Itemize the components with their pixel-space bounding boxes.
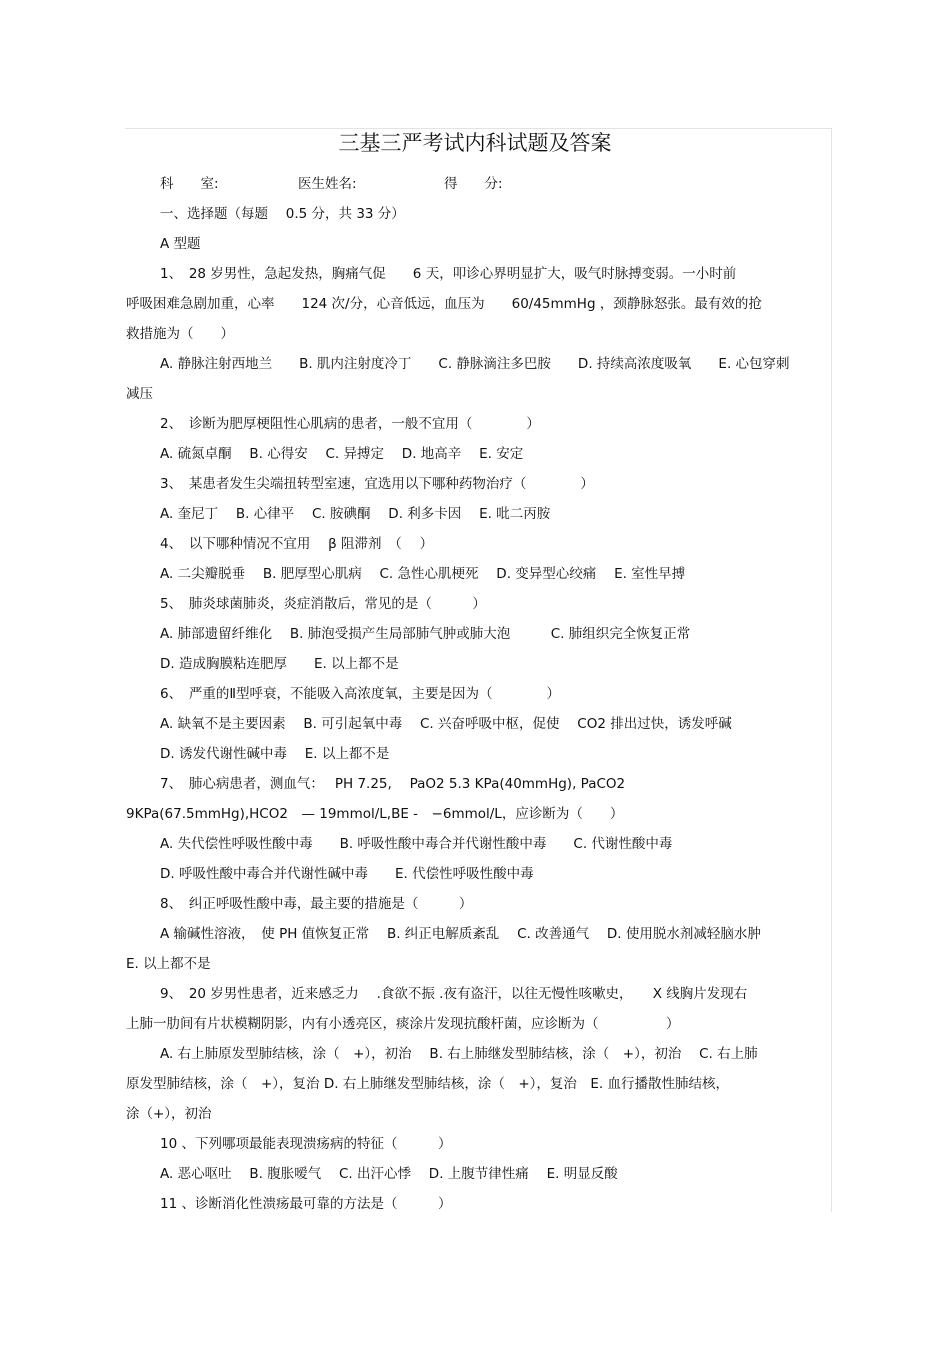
dept-label: 科 室: [160, 176, 219, 192]
type-heading: A 型题 [160, 236, 201, 252]
question-1-options: A. 静脉注射西地兰 B. 肌内注射度冷丁 C. 静脉滴注多巴胺 D. 持续高浓度吸氧 E. 心包穿刺 [160, 356, 790, 372]
doctor-label: 医生姓名: [298, 176, 357, 192]
question-3: 3、 某患者发生尖端扭转型室速，宜选用以下哪种药物治疗（ ） [160, 476, 594, 492]
question-6-options-cont: D. 诱发代谢性碱中毒 E. 以上都不是 [160, 746, 390, 762]
question-9-cont: 上肺一肋间有片状模糊阴影，内有小透亮区，痰涂片发现抗酸杆菌，应诊断为（ ） [126, 1016, 680, 1032]
question-9-options: A. 右上肺原发型肺结核，涂（ +），初治 B. 右上肺继发型肺结核，涂（ +），初治 C. 右上肺 [160, 1046, 758, 1062]
document-body [126, 169, 826, 1219]
question-8: 8、 纠正呼吸性酸中毒，最主要的措施是（ ） [160, 896, 473, 912]
question-8-options-cont: E. 以上都不是 [126, 956, 211, 972]
question-10: 10 、下列哪项最能表现溃疡病的特征（ ） [160, 1136, 452, 1152]
question-1-cont: 呼吸困难急剧加重，心率 124 次/分，心音低远，血压为 60/45mmHg ，颈静脉怒张。最有效的抢 [126, 296, 762, 312]
question-5-options-cont: D. 造成胸膜粘连肥厚 E. 以上都不是 [160, 656, 399, 672]
question-7: 7、 肺心病患者，测血气： PH 7.25, PaO2 5.3 KPa(40mmHg), PaCO2 [160, 776, 626, 792]
header-fields [126, 169, 826, 199]
document-title: 三基三严考试内科试题及答案 [338, 131, 612, 155]
question-1-cont: 救措施为（ ） [126, 326, 234, 342]
question-9-options-cont: 原发型肺结核，涂（ +），复治 D. 右上肺继发型肺结核，涂（ +），复治 E. 血行播散性肺结核， [126, 1076, 730, 1092]
question-7-cont: 9KPa(67.5mmHg),HCO2 — 19mmol/L,BE - −6mmol/L，应诊断为（ ） [126, 806, 624, 822]
question-9: 9、 20 岁男性患者，近来感乏力 .食欲不振 .夜有盗汗，以往无慢性咳嗽史， X 线胸片发现右 [160, 986, 748, 1002]
question-1-options-cont: 减压 [126, 386, 153, 402]
score-label: 得 分: [444, 176, 503, 192]
question-5: 5、 肺炎球菌肺炎，炎症消散后，常见的是（ ） [160, 596, 486, 612]
question-4-options: A. 二尖瓣脱垂 B. 肥厚型心肌病 C. 急性心肌梗死 D. 变异型心绞痛 E. 室性早搏 [160, 566, 686, 582]
question-11: 11 、诊断消化性溃疡最可靠的方法是（ ） [160, 1196, 452, 1212]
question-7-options: A. 失代偿性呼吸性酸中毒 B. 呼吸性酸中毒合并代谢性酸中毒 C. 代谢性酸中毒 [160, 836, 673, 852]
question-10-options: A. 恶心呕吐 B. 腹胀嗳气 C. 出汗心悸 D. 上腹节律性痛 E. 明显反酸 [160, 1166, 618, 1182]
question-1: 1、 28 岁男性，急起发热，胸痛气促 6 天，叩诊心界明显扩大，吸气时脉搏变弱。一小时前 [160, 266, 737, 282]
question-6-options: A. 缺氧不是主要因素 B. 可引起氧中毒 C. 兴奋呼吸中枢，促使 CO2 排出过快，诱发呼碱 [160, 716, 732, 732]
question-8-options: A 输碱性溶液， 使 PH 值恢复正常 B. 纠正电解质紊乱 C. 改善通气 D. 使用脱水剂减轻脑水肿 [160, 926, 761, 942]
question-2: 2、 诊断为肥厚梗阻性心肌病的患者，一般不宜用（ ） [160, 416, 540, 432]
question-6: 6、 严重的Ⅱ型呼衰，不能吸入高浓度氧，主要是因为（ ） [160, 686, 560, 702]
question-7-options-cont: D. 呼吸性酸中毒合并代谢性碱中毒 E. 代偿性呼吸性酸中毒 [160, 866, 534, 882]
question-3-options: A. 奎尼丁 B. 心律平 C. 胺碘酮 D. 利多卡因 E. 吡二丙胺 [160, 506, 551, 522]
question-9-options-cont: 涂（+），初治 [126, 1106, 212, 1122]
question-2-options: A. 硫氮卓酮 B. 心得安 C. 异搏定 D. 地高辛 E. 安定 [160, 446, 524, 462]
section-heading: 一、选择题（每题 0.5 分，共 33 分） [160, 206, 405, 222]
question-4: 4、 以下哪种情况不宜用 β 阻滞剂 （ ） [160, 536, 434, 552]
question-5-options: A. 肺部遗留纤维化 B. 肺泡受损产生局部肺气肿或肺大泡 C. 肺组织完全恢复正常 [160, 626, 691, 642]
